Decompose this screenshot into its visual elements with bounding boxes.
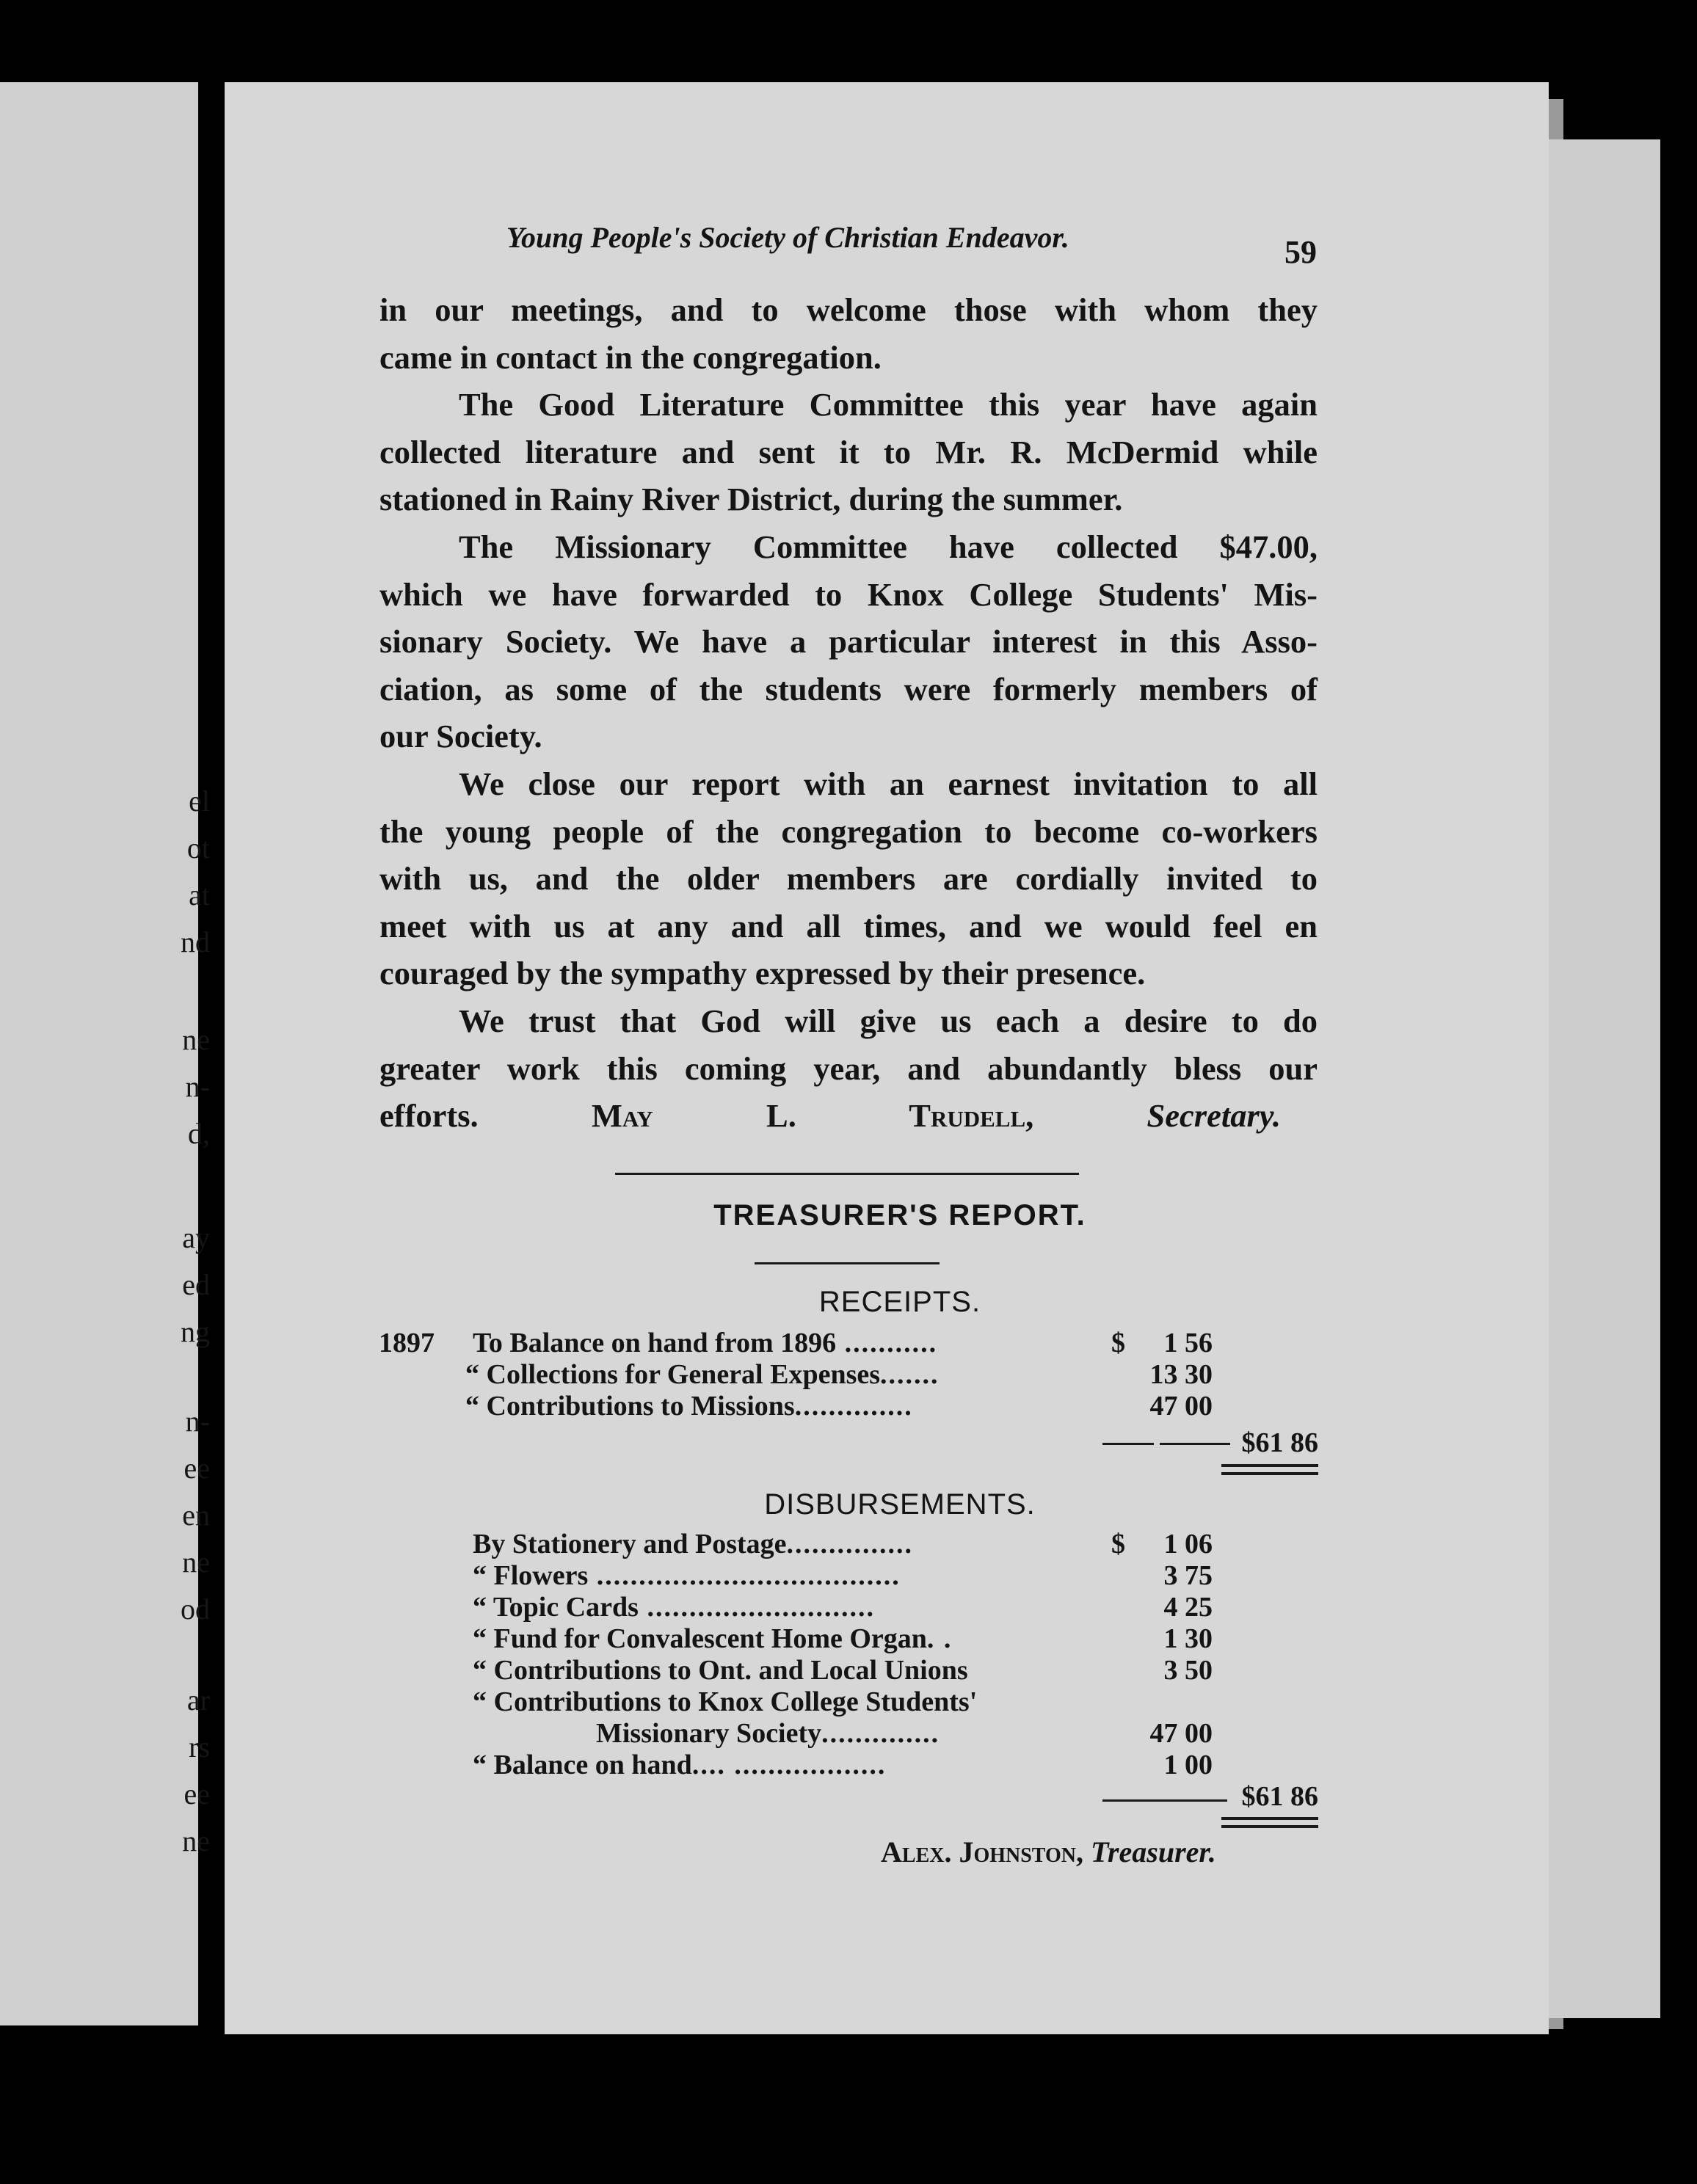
left-fragment: ay: [182, 1221, 210, 1254]
left-fragment: ne: [182, 1023, 210, 1056]
body-line: ciation, as some of the students were formerly members of: [379, 670, 1318, 707]
body-line: came in contact in the congregation.: [379, 338, 882, 376]
left-fragment: ee: [183, 1452, 210, 1485]
ledger-amount: 1 30: [1163, 1623, 1213, 1654]
disbursements-heading: DISBURSEMENTS.: [764, 1488, 1036, 1521]
leader-dots: ...........................: [638, 1592, 875, 1623]
receipts-total-row: [379, 1427, 1318, 1458]
leader-dots: .......: [880, 1359, 940, 1390]
ledger-description: [473, 1623, 952, 1655]
total-double-rule: [1221, 1825, 1318, 1828]
ledger-row: [379, 1654, 1318, 1686]
ledger-year: 1897: [379, 1328, 435, 1358]
treasurer-title: Treasurer.: [1090, 1835, 1216, 1868]
leader-dots: ..............: [821, 1718, 940, 1749]
ledger-row: [379, 1528, 1318, 1559]
ledger-amount: 1 06: [1163, 1529, 1213, 1559]
ledger-desc-text: “ Fund for Convalescent Home Organ: [473, 1623, 927, 1654]
left-fragment: n-: [185, 1405, 210, 1438]
ledger-description: [473, 1528, 913, 1560]
body-line: which we have forwarded to Knox College Students' Mis-: [379, 575, 1318, 613]
signoff-line: [379, 1092, 1318, 1140]
ledger-description: [473, 1591, 875, 1623]
receipts-heading: RECEIPTS.: [818, 1286, 981, 1318]
currency-sign: $: [1111, 1529, 1125, 1559]
left-fragment: ne: [182, 1546, 210, 1579]
left-fragment: nd: [181, 925, 210, 958]
body-line: stationed in Rainy River District, during the summer.: [379, 481, 1123, 518]
body-line: meet with us at any and all times, and we would feel en: [379, 907, 1318, 944]
ledger-desc-text: “ Topic Cards: [473, 1592, 639, 1623]
ledger-description: [465, 1358, 940, 1391]
leader-dots: .... ..................: [691, 1750, 887, 1780]
body-line: couraged by the sympathy expressed by their presence.: [379, 955, 1146, 992]
left-fragment: d,: [188, 1117, 210, 1150]
ledger-desc-text: To Balance on hand from 1896: [473, 1328, 837, 1358]
left-page-fragments-2: [0, 1016, 214, 1157]
ledger-row: [379, 1327, 1318, 1358]
ledger-amount: 3 75: [1163, 1560, 1213, 1591]
ledger-desc-text: “ Flowers: [473, 1560, 589, 1591]
left-fragment: ne: [182, 1824, 210, 1857]
left-fragment: ot: [186, 831, 210, 864]
secretary-name: May L. Trudell,: [591, 1097, 1034, 1135]
ledger-description: [473, 1327, 937, 1359]
disbursements-table: [379, 1528, 1318, 1780]
left-fragment: ed: [182, 1268, 210, 1301]
left-fragment: ee: [183, 1777, 210, 1810]
receipts-total: $61 86: [1241, 1427, 1318, 1458]
leader-dots: . .: [926, 1623, 953, 1654]
leader-dots: ....................................: [588, 1560, 901, 1591]
receipts-table: [379, 1327, 1318, 1422]
ledger-desc-text: “ Contributions to Ont. and Local Unions: [473, 1655, 968, 1686]
body-line: our Society.: [379, 718, 542, 755]
ledger-desc-text: Missionary Society: [596, 1718, 822, 1749]
ledger-amount: 4 25: [1163, 1592, 1213, 1623]
ledger-row: [379, 1358, 1318, 1390]
total-double-rule: [1221, 1464, 1318, 1467]
secretary-title: Secretary.: [1147, 1097, 1282, 1135]
ledger-description: [596, 1717, 940, 1750]
left-fragment: ar: [186, 1684, 210, 1717]
disbursements-total-row: [379, 1780, 1318, 1812]
treasurer-name: Alex. Johnston,: [881, 1835, 1083, 1868]
left-page-fragments-3: [0, 1215, 214, 1355]
disbursements-total: $61 86: [1241, 1781, 1318, 1812]
ledger-description: [465, 1390, 913, 1422]
ledger-amount: 1 56: [1163, 1328, 1213, 1358]
ledger-description: [473, 1686, 977, 1718]
left-fragment: od: [181, 1592, 210, 1626]
ledger-row: [379, 1717, 1318, 1749]
body-line: The Missionary Committee have collected $47.00,: [459, 528, 1318, 565]
body-line: greater work this coming year, and abundantly bless our: [379, 1049, 1318, 1087]
body-line: sionary Society. We have a particular interest in this Asso-: [379, 623, 1318, 660]
currency-sign: $: [1111, 1328, 1125, 1358]
ledger-row: [379, 1390, 1318, 1422]
left-fragment: at: [189, 878, 210, 911]
body-line: in our meetings, and to welcome those with whom they: [379, 291, 1318, 328]
ledger-amount: 3 50: [1163, 1655, 1213, 1686]
section-divider: [615, 1173, 1079, 1175]
ledger-row: [379, 1559, 1318, 1591]
body-line: collected literature and sent it to Mr. R. McDermid while: [379, 433, 1318, 470]
ledger-amount: 13 30: [1149, 1359, 1213, 1390]
treasurer-signature: [881, 1835, 1216, 1869]
leader-dots: ...............: [786, 1529, 913, 1559]
body-line: the young people of the congregation to become co-workers: [379, 812, 1318, 850]
left-fragment: rs: [189, 1730, 210, 1763]
left-fragment: el: [189, 785, 210, 818]
ledger-amount: 47 00: [1149, 1718, 1213, 1749]
left-page-fragments-5: [0, 1677, 214, 1865]
ledger-description: [473, 1654, 968, 1686]
ledger-row: [379, 1623, 1318, 1654]
ledger-desc-text: “ Contributions to Missions: [465, 1391, 795, 1422]
body-line: We close our report with an earnest invitation to all: [459, 765, 1318, 802]
body-line: The Good Literature Committee this year have again: [459, 386, 1318, 423]
left-page-fragments-1: [0, 778, 214, 966]
title-underline: [755, 1262, 940, 1264]
ledger-desc-text: “ Balance on hand: [473, 1750, 692, 1780]
page-number: 59: [1284, 234, 1317, 270]
ledger-description: [473, 1559, 901, 1592]
ledger-amount: 1 00: [1163, 1750, 1213, 1780]
ledger-amount: 47 00: [1149, 1391, 1213, 1422]
report-title: TREASURER'S REPORT.: [713, 1199, 1086, 1231]
left-fragment: en: [182, 1499, 210, 1532]
ledger-row: [379, 1749, 1318, 1780]
total-double-rule: [1221, 1817, 1318, 1820]
ledger-desc-text: By Stationery and Postage: [473, 1529, 787, 1559]
ledger-row: [379, 1591, 1318, 1623]
body-text: [379, 286, 1318, 1140]
ledger-description: [473, 1749, 886, 1781]
closing-word: efforts.: [379, 1097, 479, 1135]
secretary-signature: [592, 1097, 1281, 1134]
body-line: with us, and the older members are cordially invited to: [379, 860, 1318, 898]
left-fragment: ng: [181, 1315, 210, 1348]
leader-dots: ...........: [836, 1328, 938, 1358]
left-fragment: n-: [185, 1070, 210, 1103]
body-line: We trust that God will give us each a desire to do: [459, 1002, 1318, 1039]
ledger-desc-text: “ Contributions to Knox College Students': [473, 1686, 978, 1717]
total-double-rule: [1221, 1472, 1318, 1475]
leader-dots: ..............: [794, 1391, 913, 1422]
running-head: Young People's Society of Christian Endeavor.: [506, 221, 1069, 254]
ledger-row: [379, 1686, 1318, 1717]
ledger-desc-text: “ Collections for General Expenses: [465, 1359, 881, 1390]
